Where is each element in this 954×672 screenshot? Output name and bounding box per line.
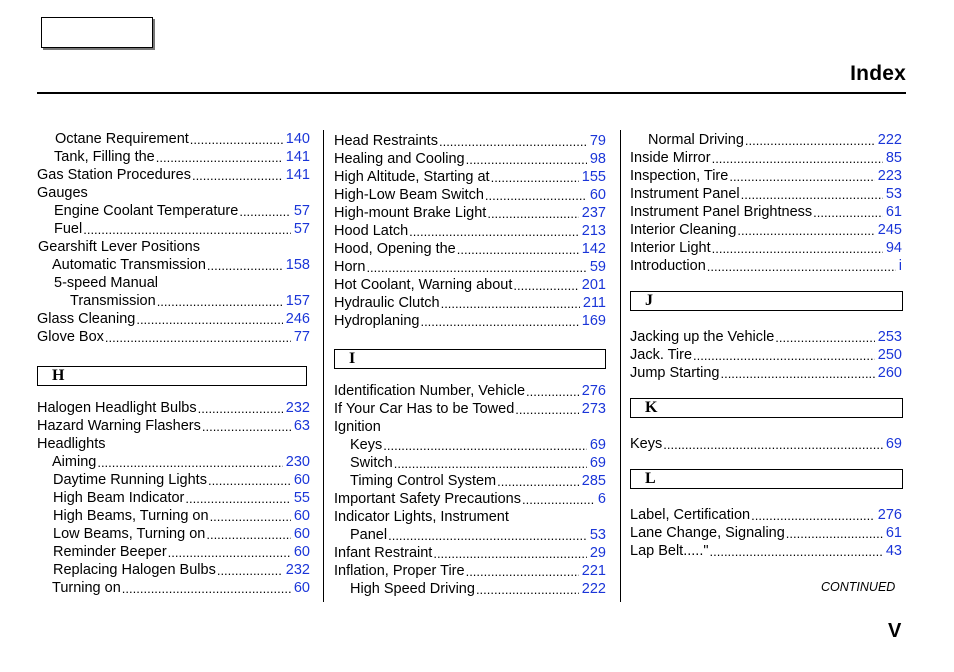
page-ref[interactable]: 260 bbox=[877, 365, 902, 381]
entry-label: Daytime Running Lights bbox=[53, 472, 207, 488]
dot-leader bbox=[190, 133, 283, 148]
page-ref[interactable]: 221 bbox=[581, 563, 606, 579]
index-entry[interactable] bbox=[37, 328, 310, 346]
index-entry[interactable] bbox=[334, 562, 606, 580]
page-ref[interactable]: 60 bbox=[293, 544, 310, 560]
page-ref[interactable]: 141 bbox=[285, 167, 310, 183]
index-heading bbox=[334, 418, 606, 436]
index-heading bbox=[334, 508, 606, 526]
entry-label: Glove Box bbox=[37, 329, 104, 345]
index-entry[interactable] bbox=[350, 472, 606, 490]
page-ref[interactable]: 60 bbox=[293, 508, 310, 524]
index-column-2 bbox=[333, 130, 621, 602]
dot-leader bbox=[198, 402, 283, 417]
index-entry[interactable] bbox=[630, 435, 902, 453]
page-title: Index bbox=[850, 62, 906, 85]
dot-leader bbox=[741, 188, 883, 203]
page-ref[interactable]: 245 bbox=[877, 222, 902, 238]
dot-leader bbox=[729, 170, 874, 185]
section-header-k: K bbox=[630, 398, 903, 418]
dot-leader bbox=[466, 565, 579, 580]
index-entry[interactable] bbox=[630, 167, 902, 185]
entry-label: Healing and Cooling bbox=[334, 151, 465, 167]
entry-label: Lane Change, Signaling bbox=[630, 525, 785, 541]
page-ref[interactable]: 60 bbox=[293, 472, 310, 488]
index-entry[interactable] bbox=[53, 507, 310, 525]
dot-leader bbox=[693, 349, 875, 364]
index-entry[interactable] bbox=[334, 294, 606, 312]
page-ref[interactable]: 94 bbox=[885, 240, 902, 256]
page-ref[interactable]: 155 bbox=[581, 169, 606, 185]
index-entry[interactable] bbox=[52, 453, 310, 471]
index-entry[interactable] bbox=[630, 221, 902, 239]
page-ref[interactable]: 141 bbox=[285, 149, 310, 165]
dot-leader bbox=[663, 438, 883, 453]
index-entry[interactable] bbox=[70, 292, 310, 310]
dot-leader bbox=[497, 475, 579, 490]
entry-label: Aiming bbox=[52, 454, 97, 470]
page-ref[interactable]: 57 bbox=[293, 203, 310, 219]
page-ref[interactable]: 213 bbox=[581, 223, 606, 239]
dot-leader bbox=[457, 243, 579, 258]
entry-label: High Beams, Turning on bbox=[53, 508, 209, 524]
page-ref[interactable]: 61 bbox=[885, 204, 902, 220]
index-entry[interactable] bbox=[53, 525, 310, 543]
entry-label: Hazard Warning Flashers bbox=[37, 418, 201, 434]
dot-leader bbox=[157, 295, 283, 310]
entry-label: Hydroplaning bbox=[334, 313, 420, 329]
index-entry[interactable] bbox=[55, 130, 310, 148]
dot-leader bbox=[383, 439, 587, 454]
page-ref[interactable]: 169 bbox=[581, 313, 606, 329]
page-ref[interactable]: 232 bbox=[285, 562, 310, 578]
page-ref[interactable]: 211 bbox=[582, 295, 606, 311]
entry-label: Identification Number, Vehicle bbox=[334, 383, 526, 399]
index-entry[interactable] bbox=[630, 542, 902, 560]
index-entry[interactable] bbox=[334, 222, 606, 240]
entry-label: Interior Cleaning bbox=[630, 222, 737, 238]
entry-label: Transmission bbox=[70, 293, 156, 309]
index-entry[interactable] bbox=[37, 399, 310, 417]
nav-box[interactable] bbox=[41, 17, 153, 48]
entry-label: Switch bbox=[350, 455, 393, 471]
entry-label: Turning on bbox=[52, 580, 121, 596]
dot-leader bbox=[439, 135, 587, 150]
page-ref[interactable]: 276 bbox=[877, 507, 902, 523]
dot-leader bbox=[786, 527, 883, 542]
page-ref[interactable]: 273 bbox=[581, 401, 606, 417]
index-entry[interactable] bbox=[334, 490, 606, 508]
continued-note: CONTINUED bbox=[821, 580, 896, 594]
dot-leader bbox=[394, 457, 587, 472]
page-ref[interactable]: 276 bbox=[581, 383, 606, 399]
entry-label: Engine Coolant Temperature bbox=[54, 203, 239, 219]
entry-label: Gas Station Procedures bbox=[37, 167, 191, 183]
page-ref[interactable]: 69 bbox=[885, 436, 902, 452]
page-ref[interactable]: 201 bbox=[581, 277, 606, 293]
page-ref[interactable]: 85 bbox=[885, 150, 902, 166]
page-ref[interactable]: 157 bbox=[285, 293, 310, 309]
page-ref[interactable]: 29 bbox=[589, 545, 606, 561]
dot-leader bbox=[239, 205, 291, 220]
page-ref[interactable]: 222 bbox=[581, 581, 606, 597]
index-entry[interactable] bbox=[630, 203, 902, 221]
index-heading bbox=[38, 238, 310, 256]
entry-label: Jump Starting bbox=[630, 365, 720, 381]
dot-leader bbox=[712, 152, 883, 167]
entry-label: Normal Driving bbox=[648, 132, 744, 148]
dot-leader bbox=[192, 169, 283, 184]
page-ref[interactable]: 222 bbox=[877, 132, 902, 148]
index-entry[interactable] bbox=[52, 579, 310, 597]
index-entry[interactable] bbox=[334, 204, 606, 222]
index-entry[interactable] bbox=[630, 257, 902, 275]
section-header-i: I bbox=[334, 349, 606, 369]
index-entry[interactable] bbox=[350, 436, 606, 454]
page-ref[interactable]: 140 bbox=[285, 131, 310, 147]
index-entry[interactable] bbox=[350, 580, 606, 598]
page-ref[interactable]: 59 bbox=[589, 259, 606, 275]
page-ref[interactable]: 142 bbox=[581, 241, 606, 257]
dot-leader bbox=[156, 151, 283, 166]
entry-label: High Altitude, Starting at bbox=[334, 169, 490, 185]
index-entry[interactable] bbox=[53, 561, 310, 579]
dot-leader bbox=[476, 583, 579, 598]
page-ref[interactable]: 250 bbox=[877, 347, 902, 363]
index-entry[interactable] bbox=[350, 454, 606, 472]
entry-label: Ignition bbox=[334, 419, 381, 435]
dot-leader bbox=[712, 242, 883, 257]
entry-label: High-mount Brake Light bbox=[334, 205, 487, 221]
entry-label: Head Restraints bbox=[334, 133, 438, 149]
page-ref[interactable]: 60 bbox=[589, 187, 606, 203]
dot-leader bbox=[751, 509, 875, 524]
entry-label: Label, Certification bbox=[630, 507, 751, 523]
entry-label: Gauges bbox=[37, 185, 88, 201]
dot-leader bbox=[168, 546, 291, 561]
index-entry[interactable] bbox=[53, 543, 310, 561]
index-entry[interactable] bbox=[37, 417, 310, 435]
index-entry[interactable] bbox=[630, 239, 902, 257]
page-ref[interactable]: 237 bbox=[581, 205, 606, 221]
entry-label: Infant Restraint bbox=[334, 545, 433, 561]
entry-label: Keys bbox=[350, 437, 383, 453]
dot-leader bbox=[513, 279, 578, 294]
index-column-1 bbox=[36, 130, 324, 602]
index-heading bbox=[37, 184, 310, 202]
dot-leader bbox=[105, 331, 291, 346]
entry-label: Glass Cleaning bbox=[37, 311, 136, 327]
index-entry[interactable] bbox=[54, 148, 310, 166]
page-ref[interactable]: 230 bbox=[285, 454, 310, 470]
index-heading bbox=[54, 274, 310, 292]
page-ref[interactable]: 57 bbox=[293, 221, 310, 237]
index-entry[interactable] bbox=[334, 240, 606, 258]
dot-leader bbox=[745, 134, 875, 149]
entry-label: Interior Light bbox=[630, 240, 711, 256]
entry-label: Lap Belt....." bbox=[630, 543, 709, 559]
entry-label: Instrument Panel Brightness bbox=[630, 204, 813, 220]
entry-label: Reminder Beeper bbox=[53, 544, 167, 560]
index-entry[interactable] bbox=[630, 185, 902, 203]
page-ref[interactable]: 232 bbox=[285, 400, 310, 416]
dot-leader bbox=[710, 545, 883, 560]
page-ref[interactable]: 253 bbox=[877, 329, 902, 345]
index-entry[interactable] bbox=[54, 220, 310, 238]
dot-leader bbox=[433, 547, 587, 562]
index-entry[interactable] bbox=[630, 346, 902, 364]
section-header-h: H bbox=[37, 366, 307, 386]
page-ref[interactable]: 63 bbox=[293, 418, 310, 434]
entry-label: High Speed Driving bbox=[350, 581, 475, 597]
index-entry[interactable] bbox=[334, 276, 606, 294]
section-header-l: L bbox=[630, 469, 903, 489]
index-entry[interactable] bbox=[334, 186, 606, 204]
index-column-3 bbox=[629, 130, 906, 602]
page-ref[interactable]: 55 bbox=[293, 490, 310, 506]
dot-leader bbox=[208, 474, 291, 489]
entry-label: Tank, Filling the bbox=[54, 149, 155, 165]
dot-leader bbox=[388, 529, 587, 544]
index-entry[interactable] bbox=[630, 364, 902, 382]
page-ref[interactable]: 61 bbox=[885, 525, 902, 541]
index-entry[interactable] bbox=[334, 312, 606, 330]
index-entry[interactable] bbox=[52, 256, 310, 274]
index-entry[interactable] bbox=[334, 168, 606, 186]
entry-label: Jack. Tire bbox=[630, 347, 693, 363]
entry-label: Important Safety Precautions bbox=[334, 491, 521, 507]
index-entry[interactable] bbox=[37, 166, 310, 184]
index-entry[interactable] bbox=[54, 202, 310, 220]
index-entry[interactable] bbox=[53, 471, 310, 489]
dot-leader bbox=[136, 313, 282, 328]
page-ref[interactable]: 246 bbox=[285, 311, 310, 327]
page-ref[interactable]: i bbox=[898, 258, 902, 274]
entry-label: Hood Latch bbox=[334, 223, 409, 239]
page-ref[interactable]: 285 bbox=[581, 473, 606, 489]
dot-leader bbox=[409, 225, 579, 240]
dot-leader bbox=[522, 493, 595, 508]
entry-label: Inspection, Tire bbox=[630, 168, 729, 184]
page-ref[interactable]: 158 bbox=[285, 257, 310, 273]
dot-leader bbox=[441, 297, 580, 312]
entry-label: Octane Requirement bbox=[55, 131, 189, 147]
dot-leader bbox=[97, 456, 282, 471]
entry-label: Automatic Transmission bbox=[52, 257, 206, 273]
dot-leader bbox=[720, 367, 874, 382]
page-ref[interactable]: 79 bbox=[589, 133, 606, 149]
entry-label: Replacing Halogen Bulbs bbox=[53, 562, 216, 578]
dot-leader bbox=[366, 261, 586, 276]
index-entry[interactable] bbox=[334, 258, 606, 276]
index-entry[interactable] bbox=[630, 328, 902, 346]
entry-label: Inflation, Proper Tire bbox=[334, 563, 465, 579]
dot-leader bbox=[526, 385, 579, 400]
title-rule bbox=[37, 92, 906, 94]
index-entry[interactable] bbox=[630, 524, 902, 542]
entry-label: Jacking up the Vehicle bbox=[630, 329, 775, 345]
dot-leader bbox=[207, 259, 283, 274]
entry-label: Panel bbox=[350, 527, 388, 543]
page-number: V bbox=[888, 620, 902, 642]
index-entry[interactable] bbox=[630, 149, 902, 167]
page-ref[interactable]: 53 bbox=[589, 527, 606, 543]
entry-label: Inside Mirror bbox=[630, 150, 711, 166]
dot-leader bbox=[466, 153, 587, 168]
dot-leader bbox=[737, 224, 874, 239]
dot-leader bbox=[202, 420, 291, 435]
dot-leader bbox=[420, 315, 578, 330]
dot-leader bbox=[707, 260, 896, 275]
index-entry[interactable] bbox=[334, 544, 606, 562]
index-heading bbox=[37, 435, 310, 453]
section-header-j: J bbox=[630, 291, 903, 311]
entry-label: Instrument Panel bbox=[630, 186, 740, 202]
entry-label: Hydraulic Clutch bbox=[334, 295, 440, 311]
index-entry[interactable] bbox=[334, 132, 606, 150]
entry-label: Indicator Lights, Instrument bbox=[334, 509, 509, 525]
entry-label: Halogen Headlight Bulbs bbox=[37, 400, 197, 416]
index-entry[interactable] bbox=[37, 310, 310, 328]
dot-leader bbox=[775, 331, 875, 346]
dot-leader bbox=[83, 223, 291, 238]
dot-leader bbox=[491, 171, 579, 186]
page-ref[interactable]: 223 bbox=[877, 168, 902, 184]
dot-leader bbox=[813, 206, 883, 221]
entry-label: Low Beams, Turning on bbox=[53, 526, 206, 542]
entry-label: Keys bbox=[630, 436, 663, 452]
entry-label: 5-speed Manual bbox=[54, 275, 158, 291]
dot-leader bbox=[206, 528, 291, 543]
entry-label: Headlights bbox=[37, 436, 106, 452]
page-ref[interactable]: 60 bbox=[293, 526, 310, 542]
entry-label: Hot Coolant, Warning about bbox=[334, 277, 513, 293]
dot-leader bbox=[210, 510, 291, 525]
index-entry[interactable] bbox=[350, 526, 606, 544]
index-entry[interactable] bbox=[648, 131, 902, 149]
page-ref[interactable]: 60 bbox=[293, 580, 310, 596]
index-entry[interactable] bbox=[334, 400, 606, 418]
entry-label: Fuel bbox=[54, 221, 83, 237]
dot-leader bbox=[515, 403, 579, 418]
entry-label: Timing Control System bbox=[350, 473, 497, 489]
entry-label: If Your Car Has to be Towed bbox=[334, 401, 515, 417]
page-ref[interactable]: 6 bbox=[597, 491, 606, 507]
entry-label: Hood, Opening the bbox=[334, 241, 456, 257]
index-entry[interactable] bbox=[334, 150, 606, 168]
page-ref[interactable]: 98 bbox=[589, 151, 606, 167]
page-ref[interactable]: 43 bbox=[885, 543, 902, 559]
index-entry[interactable] bbox=[630, 506, 902, 524]
entry-label: High Beam Indicator bbox=[53, 490, 185, 506]
entry-label: Horn bbox=[334, 259, 366, 275]
dot-leader bbox=[487, 207, 578, 222]
dot-leader bbox=[485, 189, 587, 204]
entry-label: Gearshift Lever Positions bbox=[38, 239, 200, 255]
entry-label: High-Low Beam Switch bbox=[334, 187, 484, 203]
index-entry[interactable] bbox=[53, 489, 310, 507]
page-ref[interactable]: 69 bbox=[589, 455, 606, 471]
page-ref[interactable]: 77 bbox=[293, 329, 310, 345]
dot-leader bbox=[217, 564, 283, 579]
page-ref[interactable]: 69 bbox=[589, 437, 606, 453]
index-entry[interactable] bbox=[334, 382, 606, 400]
entry-label: Introduction bbox=[630, 258, 706, 274]
page-ref[interactable]: 53 bbox=[885, 186, 902, 202]
dot-leader bbox=[122, 582, 291, 597]
dot-leader bbox=[185, 492, 290, 507]
